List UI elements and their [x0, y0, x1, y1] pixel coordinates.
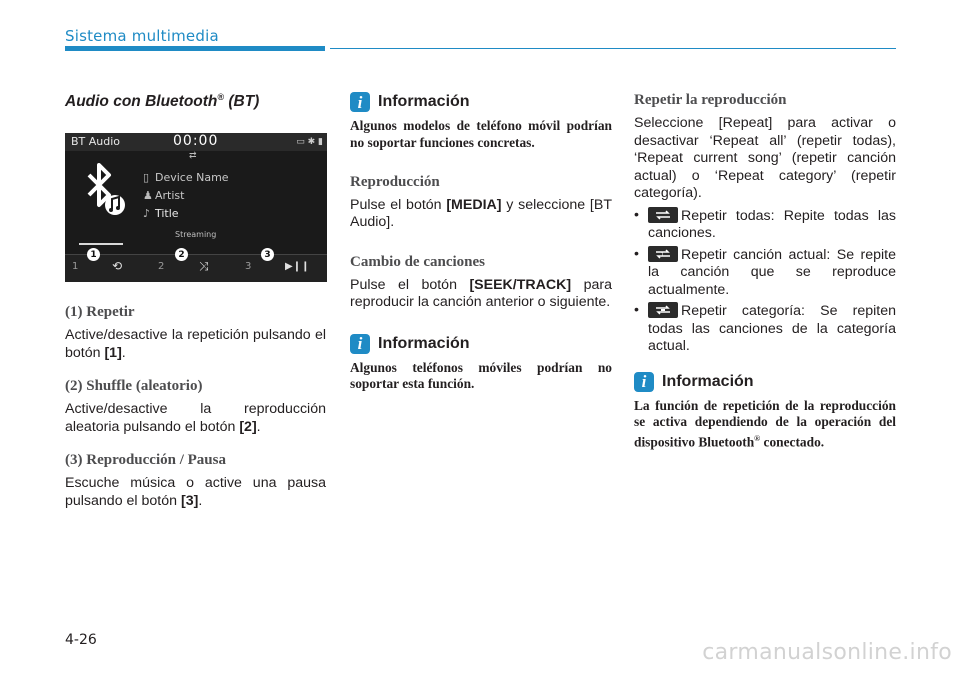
page-number: 4-26: [65, 632, 97, 648]
info-box-3-header: [634, 372, 896, 392]
watermark: carmanualsonline.info: [702, 640, 952, 665]
play-pause-button[interactable]: ▶❙❙: [285, 261, 310, 273]
repeat-category-icon: [648, 302, 678, 318]
bt-audio-screen: [65, 133, 327, 282]
info-box-1-label: Información: [378, 93, 470, 110]
repeat-button[interactable]: ⟲: [112, 259, 123, 274]
text-repeat-intro: Seleccione [Repeat] para activar o desactivar ‘Repeat all’ (repetir todas), ‘Repeat current song’ (repetir canción actual) o ‘Repeat category’ (repetir categoría).: [634, 115, 896, 201]
text-playback: Pulse el botón [MEDIA] y seleccione [BT Audio].: [350, 196, 612, 231]
music-note-icon: ♪: [143, 207, 151, 221]
info-icon: i: [634, 372, 654, 392]
bluetooth-music-icon: [75, 161, 133, 227]
screen-time: 00:00: [173, 133, 219, 150]
info-box-2-header: [350, 334, 612, 354]
device-name-row: ▯ Device Name: [143, 171, 229, 185]
info-box-1-header: [350, 92, 612, 112]
phone-icon: ▯: [143, 171, 150, 185]
svg-text:1: 1: [661, 251, 664, 258]
button-number-1: 1: [72, 261, 79, 273]
text-shuffle: Active/desactive la reproducción aleatoria pulsando el botón [2].: [65, 401, 326, 435]
info-box-2-label: Información: [378, 334, 470, 352]
info-box-3-text: La función de repetición de la reproducción se activa dependiendo de la operación del dispositivo Bluetooth® conectado.: [634, 397, 896, 450]
info-box-3-label: Información: [662, 372, 754, 390]
header-rule-thick: [65, 46, 325, 51]
info-icon: i: [350, 92, 370, 112]
list-item: • 1 Repetir canción actual: Se repite la canción que se reproduce actualmente.: [634, 245, 896, 298]
section-header: Sistema multimedia: [65, 27, 219, 45]
text-play-pause: Escuche música o active una pausa pulsando el botón [3].: [65, 475, 326, 509]
info-box-2-text: Algunos teléfonos móviles podrían no soportar esta función.: [350, 359, 612, 392]
header-rule-thin: [330, 48, 896, 49]
streaming-label: Streaming: [175, 230, 217, 240]
column-right: [634, 92, 896, 451]
title-row: ♪ Title: [143, 207, 179, 221]
person-icon: ♟: [143, 189, 153, 203]
heading-change-songs: Cambio de canciones: [350, 253, 485, 270]
section-title-bt-audio: Audio con Bluetooth® (BT): [65, 92, 260, 111]
artist-row: ♟ Artist: [143, 189, 185, 203]
heading-repeat: (1) Repetir: [65, 304, 135, 321]
callout-1: 1: [87, 248, 100, 261]
text-repeat: Active/desactive la repetición pulsando el botón [1].: [65, 327, 326, 361]
repeat-modes-list: [634, 207, 896, 356]
heading-playback: Reproducción: [350, 173, 440, 190]
heading-play-pause: (3) Reproducción / Pausa: [65, 452, 226, 469]
repeat-all-icon: [648, 207, 678, 223]
column-left: [65, 92, 326, 510]
heading-repeat-playback: Repetir la reproducción: [634, 92, 787, 108]
text-change-songs: Pulse el botón [SEEK/TRACK] para reproducir la canción anterior o siguiente.: [350, 276, 612, 311]
repeat-icon: ⇄: [189, 150, 197, 161]
callout-3: 3: [261, 248, 274, 261]
column-middle: [350, 92, 612, 393]
progress-bar: [79, 243, 123, 245]
shuffle-button[interactable]: ⤨: [199, 259, 209, 274]
repeat-one-icon: [648, 246, 678, 262]
button-number-2: 2: [158, 261, 165, 273]
heading-shuffle: (2) Shuffle (aleatorio): [65, 378, 203, 395]
screen-app-title: BT Audio: [71, 135, 121, 149]
info-box-1-text: Algunos modelos de teléfono móvil podrían no soportar funciones concretas.: [350, 118, 612, 150]
list-item: • Repetir todas: Repite todas las canciones.: [634, 206, 896, 241]
list-item: • Repetir categoría: Se repiten todas las canciones de la categoría actual.: [634, 302, 896, 354]
status-icons: ▭ ✱ ▮: [296, 137, 323, 148]
callout-2: 2: [175, 248, 188, 261]
button-number-3: 3: [245, 261, 252, 273]
info-icon: i: [350, 334, 370, 354]
